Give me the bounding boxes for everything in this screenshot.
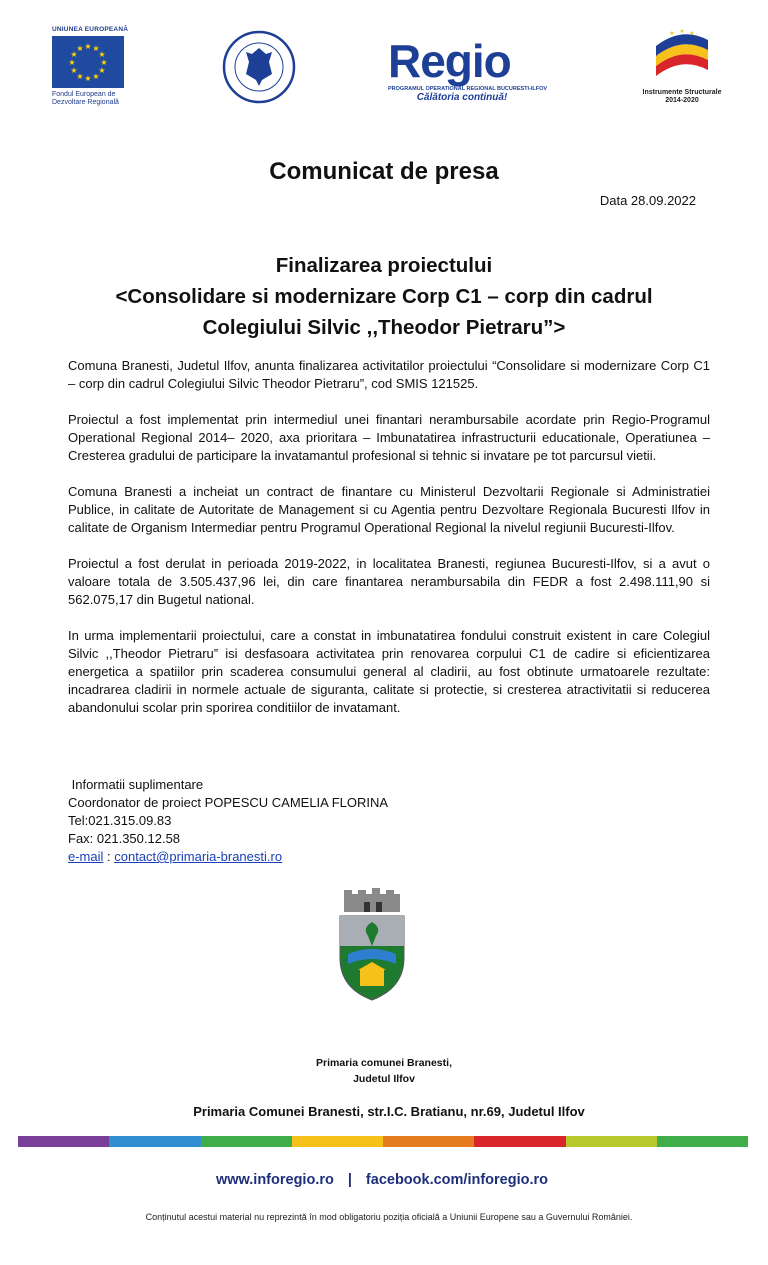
svg-text:★: ★ xyxy=(76,72,84,81)
footer-separator: | xyxy=(347,1172,352,1188)
svg-text:★: ★ xyxy=(679,28,685,35)
svg-text:★: ★ xyxy=(76,44,84,53)
stripe-segment xyxy=(474,1136,565,1147)
contact-phone: Tel:021.315.09.83 xyxy=(68,813,172,828)
heading-line: <Consolidare si modernizare Corp C1 – corp din cadrul xyxy=(115,285,653,308)
heading-line: Finalizarea proiectului xyxy=(275,254,493,277)
facebook-link[interactable]: facebook.com/inforegio.ro xyxy=(365,1172,549,1188)
document-heading xyxy=(60,250,708,343)
svg-text:★: ★ xyxy=(100,58,108,67)
eu-flag-icon xyxy=(52,36,124,88)
svg-text:★: ★ xyxy=(92,72,100,81)
stripe-segment xyxy=(657,1136,748,1147)
signature-block xyxy=(0,1055,768,1087)
regio-logo xyxy=(388,35,548,108)
document-title: Comunicat de presa xyxy=(269,158,499,185)
structural-instruments-logo xyxy=(640,26,724,105)
regio-wordmark: Regio xyxy=(388,35,511,87)
svg-text:★: ★ xyxy=(84,42,92,51)
body-paragraph: Comuna Branesti, Judetul Ilfov, anunta finalizarea activitatilor proiectului “Consolidare si modernizare Corp C1 – corp din cadrul Colegiului Silvic Theodor Pietraru”, cod SMIS 121525. xyxy=(68,358,710,391)
address-line: Primaria Comunei Branesti, str.I.C. Bratianu, nr.69, Judetul Ilfov xyxy=(193,1104,585,1119)
body-paragraph: Proiectul a fost implementat prin intermediul unei finantari nerambursabile acordate prin Regio-Programul Operational Regional 2014– 2020, axa prioritara – Imbunatatirea infrastructurii educationale, Operatiunea – Cresterea gradului de participare la invatamantul profesional si tehnic si invatare pe tot parcursul vietii. xyxy=(68,412,710,463)
svg-text:★: ★ xyxy=(68,58,76,67)
eu-caption-bottom: Fondul European de Dezvoltare Regională xyxy=(52,91,119,106)
svg-text:★: ★ xyxy=(669,30,675,37)
contact-heading: Informatii suplimentare xyxy=(68,777,204,792)
stripe-segment xyxy=(18,1136,109,1147)
signature-line: Judetul Ilfov xyxy=(353,1073,415,1085)
signature-line: Primaria comunei Branesti, xyxy=(316,1057,452,1069)
eu-stars-icon xyxy=(52,36,124,88)
svg-text:★: ★ xyxy=(92,44,100,53)
email-separator: : xyxy=(103,849,115,864)
regio-tagline: Călătoria continuă! xyxy=(416,92,508,103)
document-date: Data 28.09.2022 xyxy=(599,193,696,208)
contact-block xyxy=(68,776,388,866)
stripe-segment xyxy=(109,1136,200,1147)
svg-text:★: ★ xyxy=(98,50,106,59)
contact-fax: Fax: 021.350.12.58 xyxy=(68,831,181,846)
body-paragraph: Proiectul a fost derulat in perioada 2019-2022, in localitatea Branesti, regiunea Bucuresti-Ilfov, si a avut o valoare totala de 3.505.437,96 lei, din care finantarea nerambursabila din FEDR a fost 2.498.111,90 si 562.075,17 din Bugetul national. xyxy=(68,556,710,607)
eu-logo xyxy=(52,26,132,107)
structural-instruments-icon xyxy=(640,26,724,84)
contact-coordinator: Coordonator de proiect POPESCU CAMELIA FLORINA xyxy=(68,795,389,810)
email-label-link[interactable]: e-mail xyxy=(68,849,104,864)
body-paragraph: In urma implementarii proiectului, care a constat in imbunatatirea fondului construit existent in care Colegiul Silvic ,,Theodor Pietraru” isi desfasoara activitatea prin renovarea corpului C1 de cadire si eficientizarea energetica a spatiilor prin scaderea consumului general al cladirii, au fost obtinute urmatoarele rezultate: incadrarea cladirii in normele actuale de siguranta, calitate si protectie, si cresterea atractivitatii si reducerea abandonului scolar prin sporirea conditiilor de invatamant. xyxy=(68,628,710,715)
branesti-coat-of-arms-icon xyxy=(334,888,410,1004)
stripe-segment xyxy=(292,1136,383,1147)
stripe-segment xyxy=(201,1136,292,1147)
structural-instruments-years: 2014-2020 xyxy=(665,97,699,104)
romanian-coat-of-arms-icon xyxy=(222,30,296,104)
stripe-segment xyxy=(566,1136,657,1147)
heading-line: Colegiului Silvic ,,Theodor Pietraru”> xyxy=(202,316,566,339)
svg-text:★: ★ xyxy=(98,66,106,75)
color-stripe xyxy=(18,1136,748,1147)
svg-text:★: ★ xyxy=(84,74,92,83)
svg-text:★: ★ xyxy=(70,50,78,59)
branesti-crest xyxy=(334,888,410,1004)
regio-program-line: PROGRAMUL OPERATIONAL REGIONAL BUCURESTI-ILFOV xyxy=(388,86,548,92)
document-body xyxy=(68,357,710,735)
eu-caption-top: UNIUNEA EUROPEANĂ xyxy=(52,26,129,33)
stripe-segment xyxy=(383,1136,474,1147)
svg-text:★: ★ xyxy=(70,66,78,75)
footer-links xyxy=(0,1172,764,1188)
footer-disclaimer: Conținutul acestui material nu reprezintă în mod obligatoriu poziția oficială a Uniunii Europene sau a Guvernului României. xyxy=(145,1212,633,1222)
website-link[interactable]: www.inforegio.ro xyxy=(215,1172,334,1188)
contact-email-row xyxy=(68,848,388,866)
structural-instruments-caption: Instrumente Structurale xyxy=(642,89,722,96)
government-seal xyxy=(222,30,296,104)
body-paragraph: Comuna Branesti a incheiat un contract de finantare cu Ministerul Dezvoltarii Regionale si Administratiei Publice, in calitate de Autoritate de Management si cu Agentia pentru Dezvoltare Regionala Bucuresti Ilfov in calitate de Organism Intermediar pentru Programul Operational Regional la nivelul regiunii Bucuresti-Ilfov. xyxy=(68,484,710,535)
email-link[interactable]: contact@primaria-branesti.ro xyxy=(114,849,283,864)
svg-text:★: ★ xyxy=(689,30,695,37)
